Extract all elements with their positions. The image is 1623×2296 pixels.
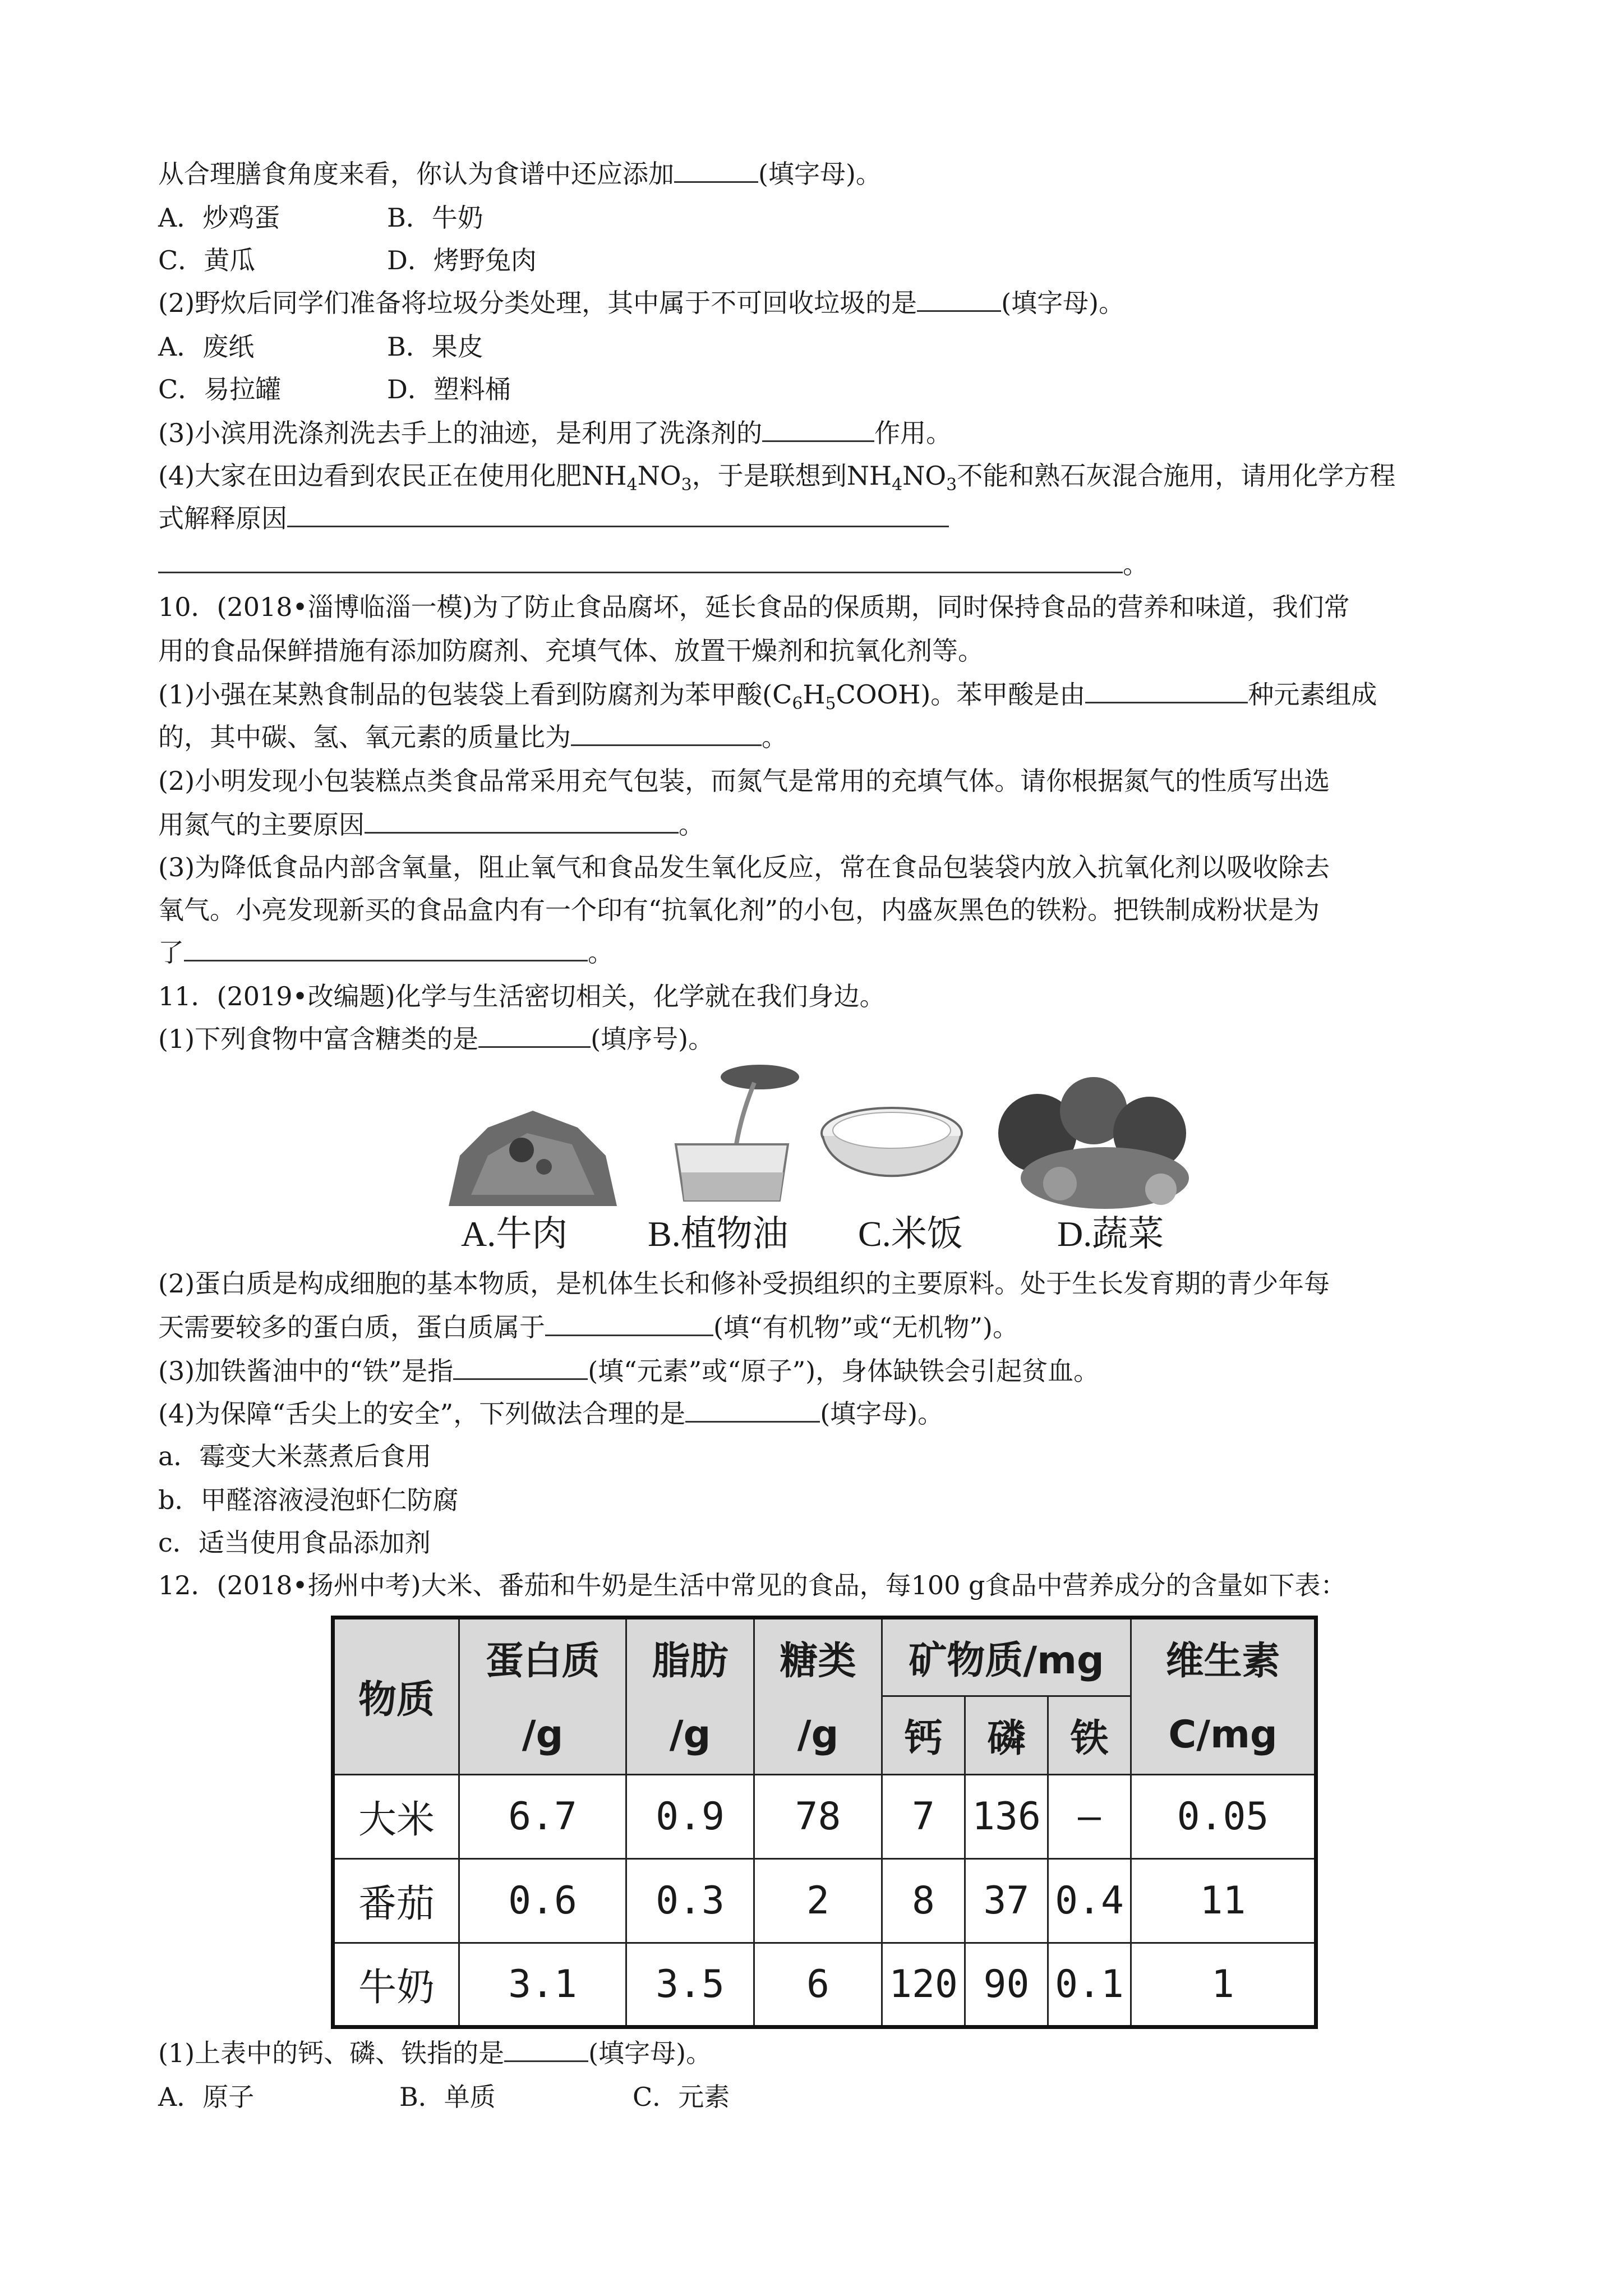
q9-opt2-d: D．塑料桶 [387, 374, 511, 404]
nutrition-table [331, 1616, 1318, 2029]
q11-p3: (3)加铁酱油中的“铁”是指 (填“元素”或“原子”)，身体缺铁会引起贫血。 [158, 1356, 1100, 1386]
q10-p3: (3)为降低食品内部含氧量，阻止氧气和食品发生氧化反应，常在食品包装袋内放入抗氧化剂以吸收除去 [158, 852, 1330, 882]
q10-p2: (2)小明发现小包装糕点类食品常采用充气包装，而氮气是常用的充填气体。请你根据氮气的性质写出选 [158, 766, 1330, 796]
vegetables-image [993, 1066, 1206, 1217]
header-substance: 物质 [333, 1618, 459, 1775]
cell: 11 [1131, 1859, 1316, 1943]
q11-opt-b: b．甲醛溶液浸泡虾仁防腐 [158, 1485, 459, 1515]
header-vitamin: 维生素 [1131, 1618, 1316, 1696]
q11-p2: (2)蛋白质是构成细胞的基本物质，是机体生长和修补受损组织的主要原料。处于生长发育期的青少年每 [158, 1268, 1330, 1299]
unit-protein: /g [459, 1696, 626, 1775]
header-phosphorus: 磷 [965, 1696, 1048, 1775]
cell: 3.5 [626, 1943, 754, 2027]
unit-fat: /g [626, 1696, 754, 1775]
header-mineral: 矿物质/mg [882, 1618, 1131, 1696]
table-row [333, 1943, 1316, 2027]
cell: 2 [754, 1859, 882, 1943]
q9-p4: (4)大家在田边看到农民正在使用化肥$NH_4NO_3$，于是联想到$NH_4NO_3$不能和熟石灰混合施用，请用化学方程 [158, 461, 1396, 495]
cell: 136 [965, 1775, 1048, 1859]
cell: 37 [965, 1859, 1048, 1943]
q9-p3: (3)小滨用洗涤剂洗去手上的油迹，是利用了洗涤剂的 作用。 [158, 418, 952, 448]
answer-blank[interactable] [365, 811, 679, 834]
answer-blank[interactable] [545, 1313, 713, 1336]
q12-p1: (1)上表中的钙、磷、铁指的是 (填字母)。 [158, 2038, 712, 2068]
q9-opt-a: A．炒鸡蛋 [158, 203, 280, 233]
q11-title: 11．(2019•改编题)化学与生活密切相关，化学就在我们身边。 [158, 981, 886, 1011]
q12-opt-c: C．元素 [633, 2082, 730, 2112]
answer-blank[interactable] [762, 419, 874, 442]
cell: 0.9 [626, 1775, 754, 1859]
cell: 7 [882, 1775, 965, 1859]
q12-opt-b: B．单质 [399, 2082, 496, 2112]
q10-title: 10．(2018•淄博临淄一模)为了防止食品腐坏，延长食品的保质期，同时保持食品的营养和味道，我们常 [158, 592, 1350, 622]
q10-p1: (1)小强在某熟食制品的包装袋上看到防腐剂为苯甲酸$(C_6H_5COOH)$。苯甲酸是由 种元素组成 [158, 679, 1377, 714]
answer-blank[interactable] [184, 938, 588, 961]
cell: 6 [754, 1943, 882, 2027]
table-row [333, 1775, 1316, 1859]
header-iron: 铁 [1048, 1696, 1131, 1775]
q10-p2-line2: 用氮气的主要原因 。 [158, 809, 704, 840]
row-label: 番茄 [333, 1859, 459, 1943]
caption-b: B.植物油 [648, 1214, 789, 1254]
answer-blank[interactable] [478, 1025, 591, 1048]
q9-p4-line2: 式解释原因 [158, 501, 949, 535]
q9-p2: (2)野炊后同学们准备将垃圾分类处理，其中属于不可回收垃圾的是 (填字母)。 [158, 288, 1125, 318]
answer-blank[interactable] [453, 1357, 588, 1380]
cell: 3.1 [459, 1943, 626, 2027]
rice-image [816, 1099, 967, 1212]
q9-opt-b: B．牛奶 [387, 203, 483, 233]
answer-blank[interactable] [685, 1400, 820, 1423]
answer-blank[interactable] [504, 2039, 588, 2062]
unit-vitamin: C/mg [1131, 1696, 1316, 1775]
unit-sugar: /g [754, 1696, 882, 1775]
q9-line1: 从合理膳食角度来看，你认为食谱中还应添加 (填字母)。 [158, 159, 882, 189]
q10-intro: 用的食品保鲜措施有添加防腐剂、充填气体、放置干燥剂和抗氧化剂等。 [158, 636, 984, 666]
caption-d: D.蔬菜 [1057, 1214, 1164, 1254]
q11-opt-a: a．霉变大米蒸煮后食用 [158, 1441, 432, 1471]
q9-p4-line3: 。 [158, 547, 1149, 581]
cell: 90 [965, 1943, 1048, 2027]
answer-blank[interactable] [1085, 680, 1248, 703]
header-fat: 脂肪 [626, 1618, 754, 1696]
cell: 0.05 [1131, 1775, 1316, 1859]
cell: 8 [882, 1859, 965, 1943]
table-row [333, 1859, 1316, 1943]
cell: 0.6 [459, 1859, 626, 1943]
q11-p4: (4)为保障“舌尖上的安全”，下列做法合理的是 (填字母)。 [158, 1398, 944, 1429]
cell: 6.7 [459, 1775, 626, 1859]
q9-opt2-b: B．果皮 [387, 332, 483, 362]
q9-opt2-c: C．易拉罐 [158, 374, 282, 404]
row-label: 大米 [333, 1775, 459, 1859]
answer-blank[interactable] [158, 550, 1123, 573]
q12-title: 12．(2018•扬州中考)大米、番茄和牛奶是生活中常见的食品，每100 g食品中营养成分的含量如下表： [158, 1570, 1347, 1600]
cell: 120 [882, 1943, 965, 2027]
cell: 1 [1131, 1943, 1316, 2027]
answer-blank[interactable] [674, 160, 758, 183]
cell: 78 [754, 1775, 882, 1859]
beef-image [437, 1094, 623, 1212]
answer-blank[interactable] [287, 504, 949, 527]
answer-blank[interactable] [571, 723, 762, 746]
cell: — [1048, 1775, 1131, 1859]
q11-opt-c: c．适当使用食品添加剂 [158, 1527, 431, 1558]
caption-c: C.米饭 [858, 1214, 963, 1254]
cell: 0.4 [1048, 1859, 1131, 1943]
q10-p1-line2: 的，其中碳、氢、氧元素的质量比为 。 [158, 722, 787, 752]
answer-blank[interactable] [917, 289, 1001, 312]
header-protein: 蛋白质 [459, 1618, 626, 1696]
vegetable-oil-image [659, 1060, 805, 1212]
header-sugar: 糖类 [754, 1618, 882, 1696]
cell: 0.3 [626, 1859, 754, 1943]
q11-p1: (1)下列食物中富含糖类的是 (填序号)。 [158, 1024, 714, 1054]
row-label: 牛奶 [333, 1943, 459, 2027]
q9-opt2-a: A．废纸 [158, 332, 255, 362]
q12-opt-a: A．原子 [158, 2082, 255, 2112]
q10-p3-line2: 氧气。小亮发现新买的食品盒内有一个印有“抗氧化剂”的小包，内盛灰黑色的铁粉。把铁制成粉状是为 [158, 895, 1320, 925]
caption-a: A.牛肉 [461, 1214, 568, 1254]
q11-p2-line2: 天需要较多的蛋白质，蛋白质属于 (填“有机物”或“无机物”)。 [158, 1312, 1018, 1342]
q10-p3-line3: 了 。 [158, 937, 614, 968]
q9-opt-d: D．烤野兔肉 [387, 245, 537, 275]
header-calcium: 钙 [882, 1696, 965, 1775]
q9-opt-c: C．黄瓜 [158, 245, 256, 275]
cell: 0.1 [1048, 1943, 1131, 2027]
